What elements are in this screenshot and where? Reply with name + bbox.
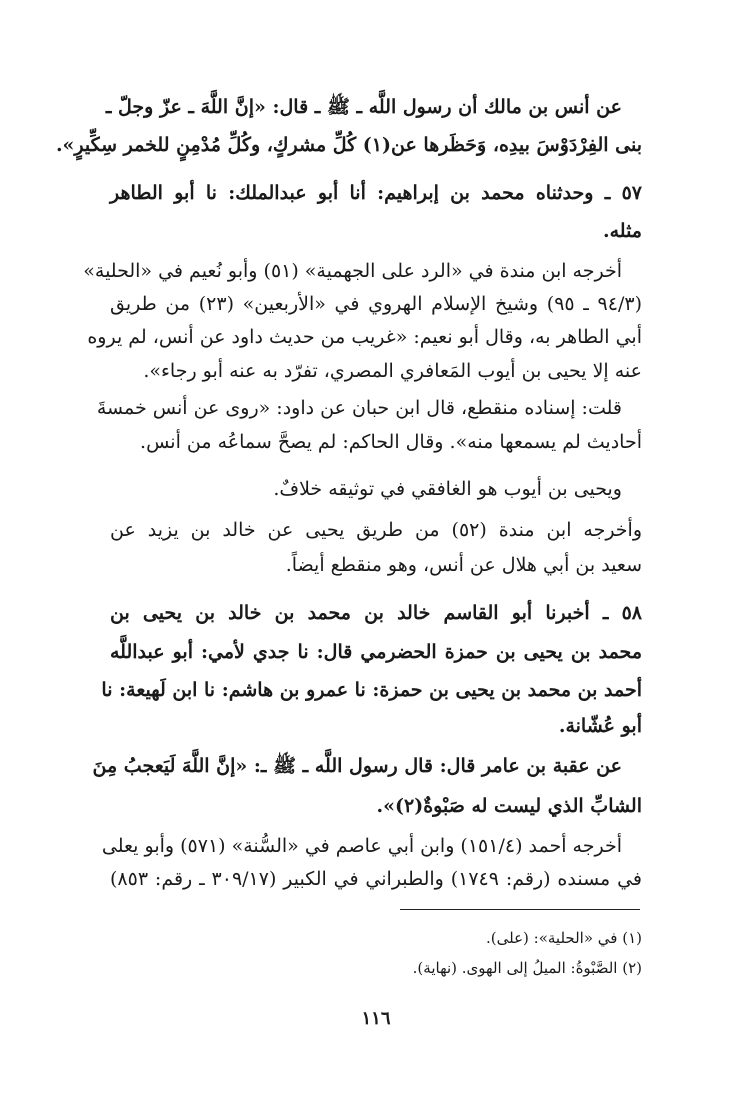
text-line: عنه إلا يحيى بن أيوب المَعافري المصري، تفرّد به عنه أبو رجاء». bbox=[143, 360, 642, 382]
text-line: وأخرجه ابن مندة (٥٢) من طريق يحيى عن خالد بن يزيد عن bbox=[110, 519, 643, 541]
footnote-divider bbox=[400, 909, 640, 910]
text-line: بنى الفِرْدَوْسَ بيدِه، وَحَظَرها عن(١) كُلِّ مشركٍ، وكُلِّ مُدْمِنٍ للخمر سِكِّيرٍ». bbox=[55, 134, 642, 156]
text-line: محمد بن يحيى بن حمزة الحضرمي قال: نا جدي لأمي: أبو عبداللَّه bbox=[110, 641, 642, 663]
footnote: (٢) الصَّبْوةُ: الميلُ إلى الهوى. (نهاية). bbox=[412, 959, 642, 977]
hadith-number-line: ٥٨ ـ أخبرنا أبو القاسم خالد بن محمد بن خالد بن يحيى بن bbox=[110, 602, 642, 624]
text-line: أحاديث لم يسمعها منه». وقال الحاكم: لم يصحَّ سماعُه من أنس. bbox=[140, 431, 642, 453]
text-line: (٩٤/٣ ـ ٩٥) وشيخ الإسلام الهروي في «الأربعين» (٢٣) من طريق bbox=[110, 293, 642, 315]
text-line: ويحيى بن أيوب هو الغافقي في توثيقه خلافٌ. bbox=[273, 478, 622, 500]
text-line: أخرجه أحمد (١٥١/٤) وابن أبي عاصم في «السُّنة» (٥٧١) وأبو يعلى bbox=[101, 835, 622, 857]
text-line: في مسنده (رقم: ١٧٤٩) والطبراني في الكبير (٣٠٩/١٧ ـ رقم: ٨٥٣) bbox=[110, 868, 642, 890]
hadith-number-line: ٥٧ ـ وحدثناه محمد بن إبراهيم: أنا أبو عبدالملك: نا أبو الطاهر bbox=[110, 182, 642, 204]
footnote: (١) في «الحلية»: (على). bbox=[485, 929, 642, 947]
text-line: سعيد بن أبي هلال عن أنس، وهو منقطع أيضاً. bbox=[285, 554, 642, 576]
text-line: أحمد بن محمد بن يحيى بن حمزة: نا عمرو بن هاشم: نا ابن لَهيعة: نا bbox=[101, 679, 642, 701]
text-line: الشابِّ الذي ليست له صَبْوةٌ(٢)». bbox=[376, 795, 642, 817]
text-line: أبو عُشّانة. bbox=[558, 715, 642, 737]
text-line: قلت: إسناده منقطع، قال ابن حبان عن داود: «روى عن أنس خمسةَ bbox=[96, 397, 622, 419]
text-line: عن عقبة بن عامر قال: قال رسول اللَّه ـ ﷺ ـ: «إنَّ اللَّهَ لَيَعجبُ مِنَ bbox=[92, 755, 622, 777]
text-line: أبي الطاهر به، وقال أبو نعيم: «غريب من حديث داود عن أنس، لم يروه bbox=[87, 326, 642, 348]
text-line: عن أنس بن مالك أن رسول اللَّه ـ ﷺ ـ قال: «إنَّ اللَّهَ ـ عزّ وجلّ ـ bbox=[105, 96, 622, 118]
page-number: ١١٦ bbox=[361, 1008, 391, 1029]
text-line: مثله. bbox=[602, 220, 642, 242]
text-line: أخرجه ابن مندة في «الرد على الجهمية» (٥١) وأبو نُعيم في «الحلية» bbox=[83, 260, 622, 282]
